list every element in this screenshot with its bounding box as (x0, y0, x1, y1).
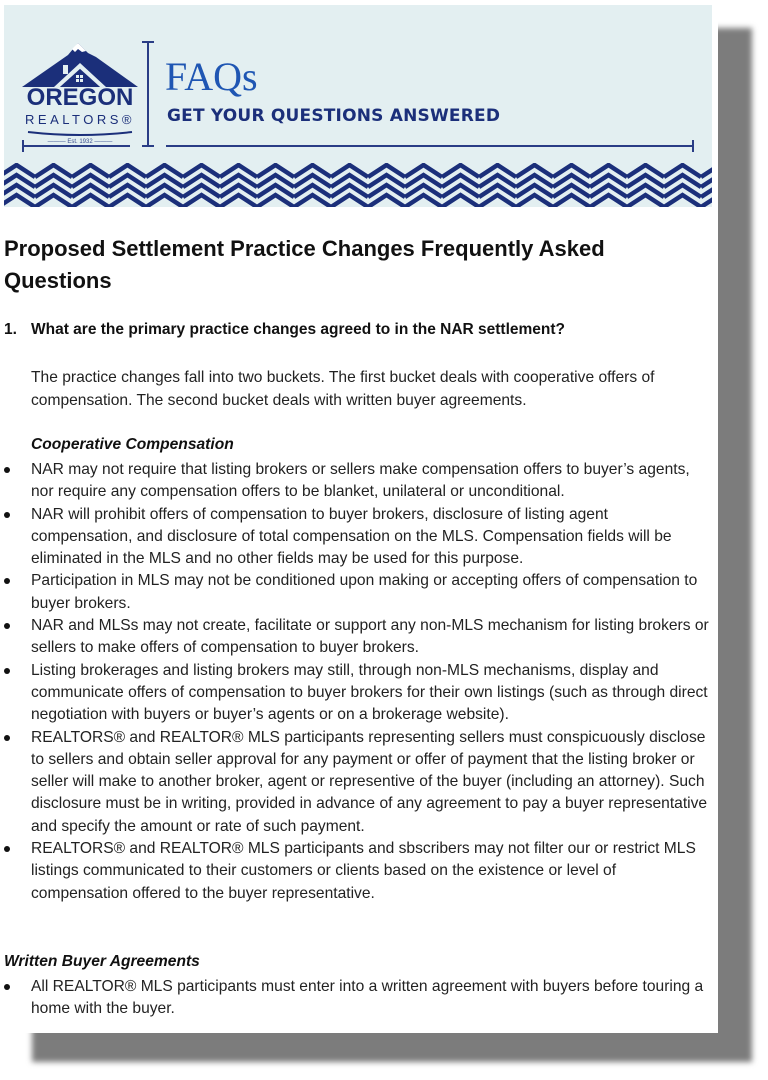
header-rule-left (22, 145, 130, 147)
faq-header-banner (4, 5, 712, 207)
chevron-pattern-icon (4, 163, 712, 207)
logo-realtors-text: REALTORS® (25, 112, 135, 127)
list-item: REALTORS® and REALTOR® MLS participants representing sellers must conspicuously disclose to sellers and obtain seller approval for any payment or offer of payment that the listing broker or seller will make to another broker, agent or representive of the buyer (including an attorney). Such disclosure must be in writing, provided in advance of any agreement to pay a buyer representative and specify the amount or rate of such payment. (4, 727, 712, 838)
oregon-realtors-logo (20, 41, 140, 159)
document-title: Proposed Settlement Practice Changes Frequently Asked Questions (4, 236, 605, 293)
list-item: Participation in MLS may not be conditioned upon making or accepting offers of compensation to buyer brokers. (4, 570, 712, 615)
bullet-icon (4, 846, 10, 852)
question-1 (4, 321, 565, 339)
bullet-icon (4, 668, 10, 674)
list-item: NAR and MLSs may not create, facilitate or support any non-MLS mechanism for listing brokers or sellers to make offers of compensation to buyer brokers. (4, 615, 712, 660)
faqs-subtitle: GET YOUR QUESTIONS ANSWERED (167, 106, 501, 126)
list-item: NAR will prohibit offers of compensation to buyer brokers, disclosure of listing agent compensation, and disclosure of total compensation on the MLS. Compensation fields will be eliminated in the MLS and no other fields may be used for this purpose. (4, 504, 712, 571)
faq-page (4, 5, 718, 1033)
bullet-icon (4, 735, 10, 741)
cooperative-compensation-list (4, 459, 712, 905)
list-item: REALTORS® and REALTOR® MLS participants and sbscribers may not filter our or restrict MLS listings communicated to their customers or clients based on the existence or level of compensation offered to the buyer representative. (4, 838, 712, 905)
list-item: All REALTOR® MLS participants must enter into a written agreement with buyers before touring a home with the buyer. (4, 976, 712, 1021)
section-heading-cooperative-compensation: Cooperative Compensation (31, 436, 234, 453)
faqs-title: FAQs (165, 54, 258, 99)
question-text: What are the primary practice changes agreed to in the NAR settlement? (31, 321, 566, 338)
bullet-icon (4, 512, 10, 518)
question-number: 1. (4, 321, 17, 338)
bullet-icon (4, 578, 10, 584)
bullet-icon (4, 984, 10, 990)
question-1-intro: The practice changes fall into two buckets. The first bucket deals with cooperative offers of compensation. The second bucket deals with written buyer agreements. (31, 369, 655, 409)
written-buyer-agreements-list (4, 976, 712, 1021)
header-rule-right (166, 145, 694, 147)
bullet-icon (4, 467, 10, 473)
bullet-icon (4, 623, 10, 629)
list-item: Listing brokerages and listing brokers may still, through non-MLS mechanisms, display and communicate offers of compensation to buyer brokers for their own listings (such as through direct negotiation with buyers or buyer’s agents or on a brokerage website). (4, 660, 712, 727)
logo-established-text: ——— Est. 1932 ——— (47, 139, 113, 145)
logo-wave-underline-icon (20, 130, 140, 138)
logo-oregon-text: OREGON (26, 84, 134, 111)
list-item: NAR may not require that listing brokers or sellers make compensation offers to buyer’s agents, nor require any compensation offers to be blanket, unilateral or unconditional. (4, 459, 712, 504)
section-heading-written-buyer-agreements: Written Buyer Agreements (4, 953, 200, 970)
header-vertical-divider (147, 41, 149, 147)
